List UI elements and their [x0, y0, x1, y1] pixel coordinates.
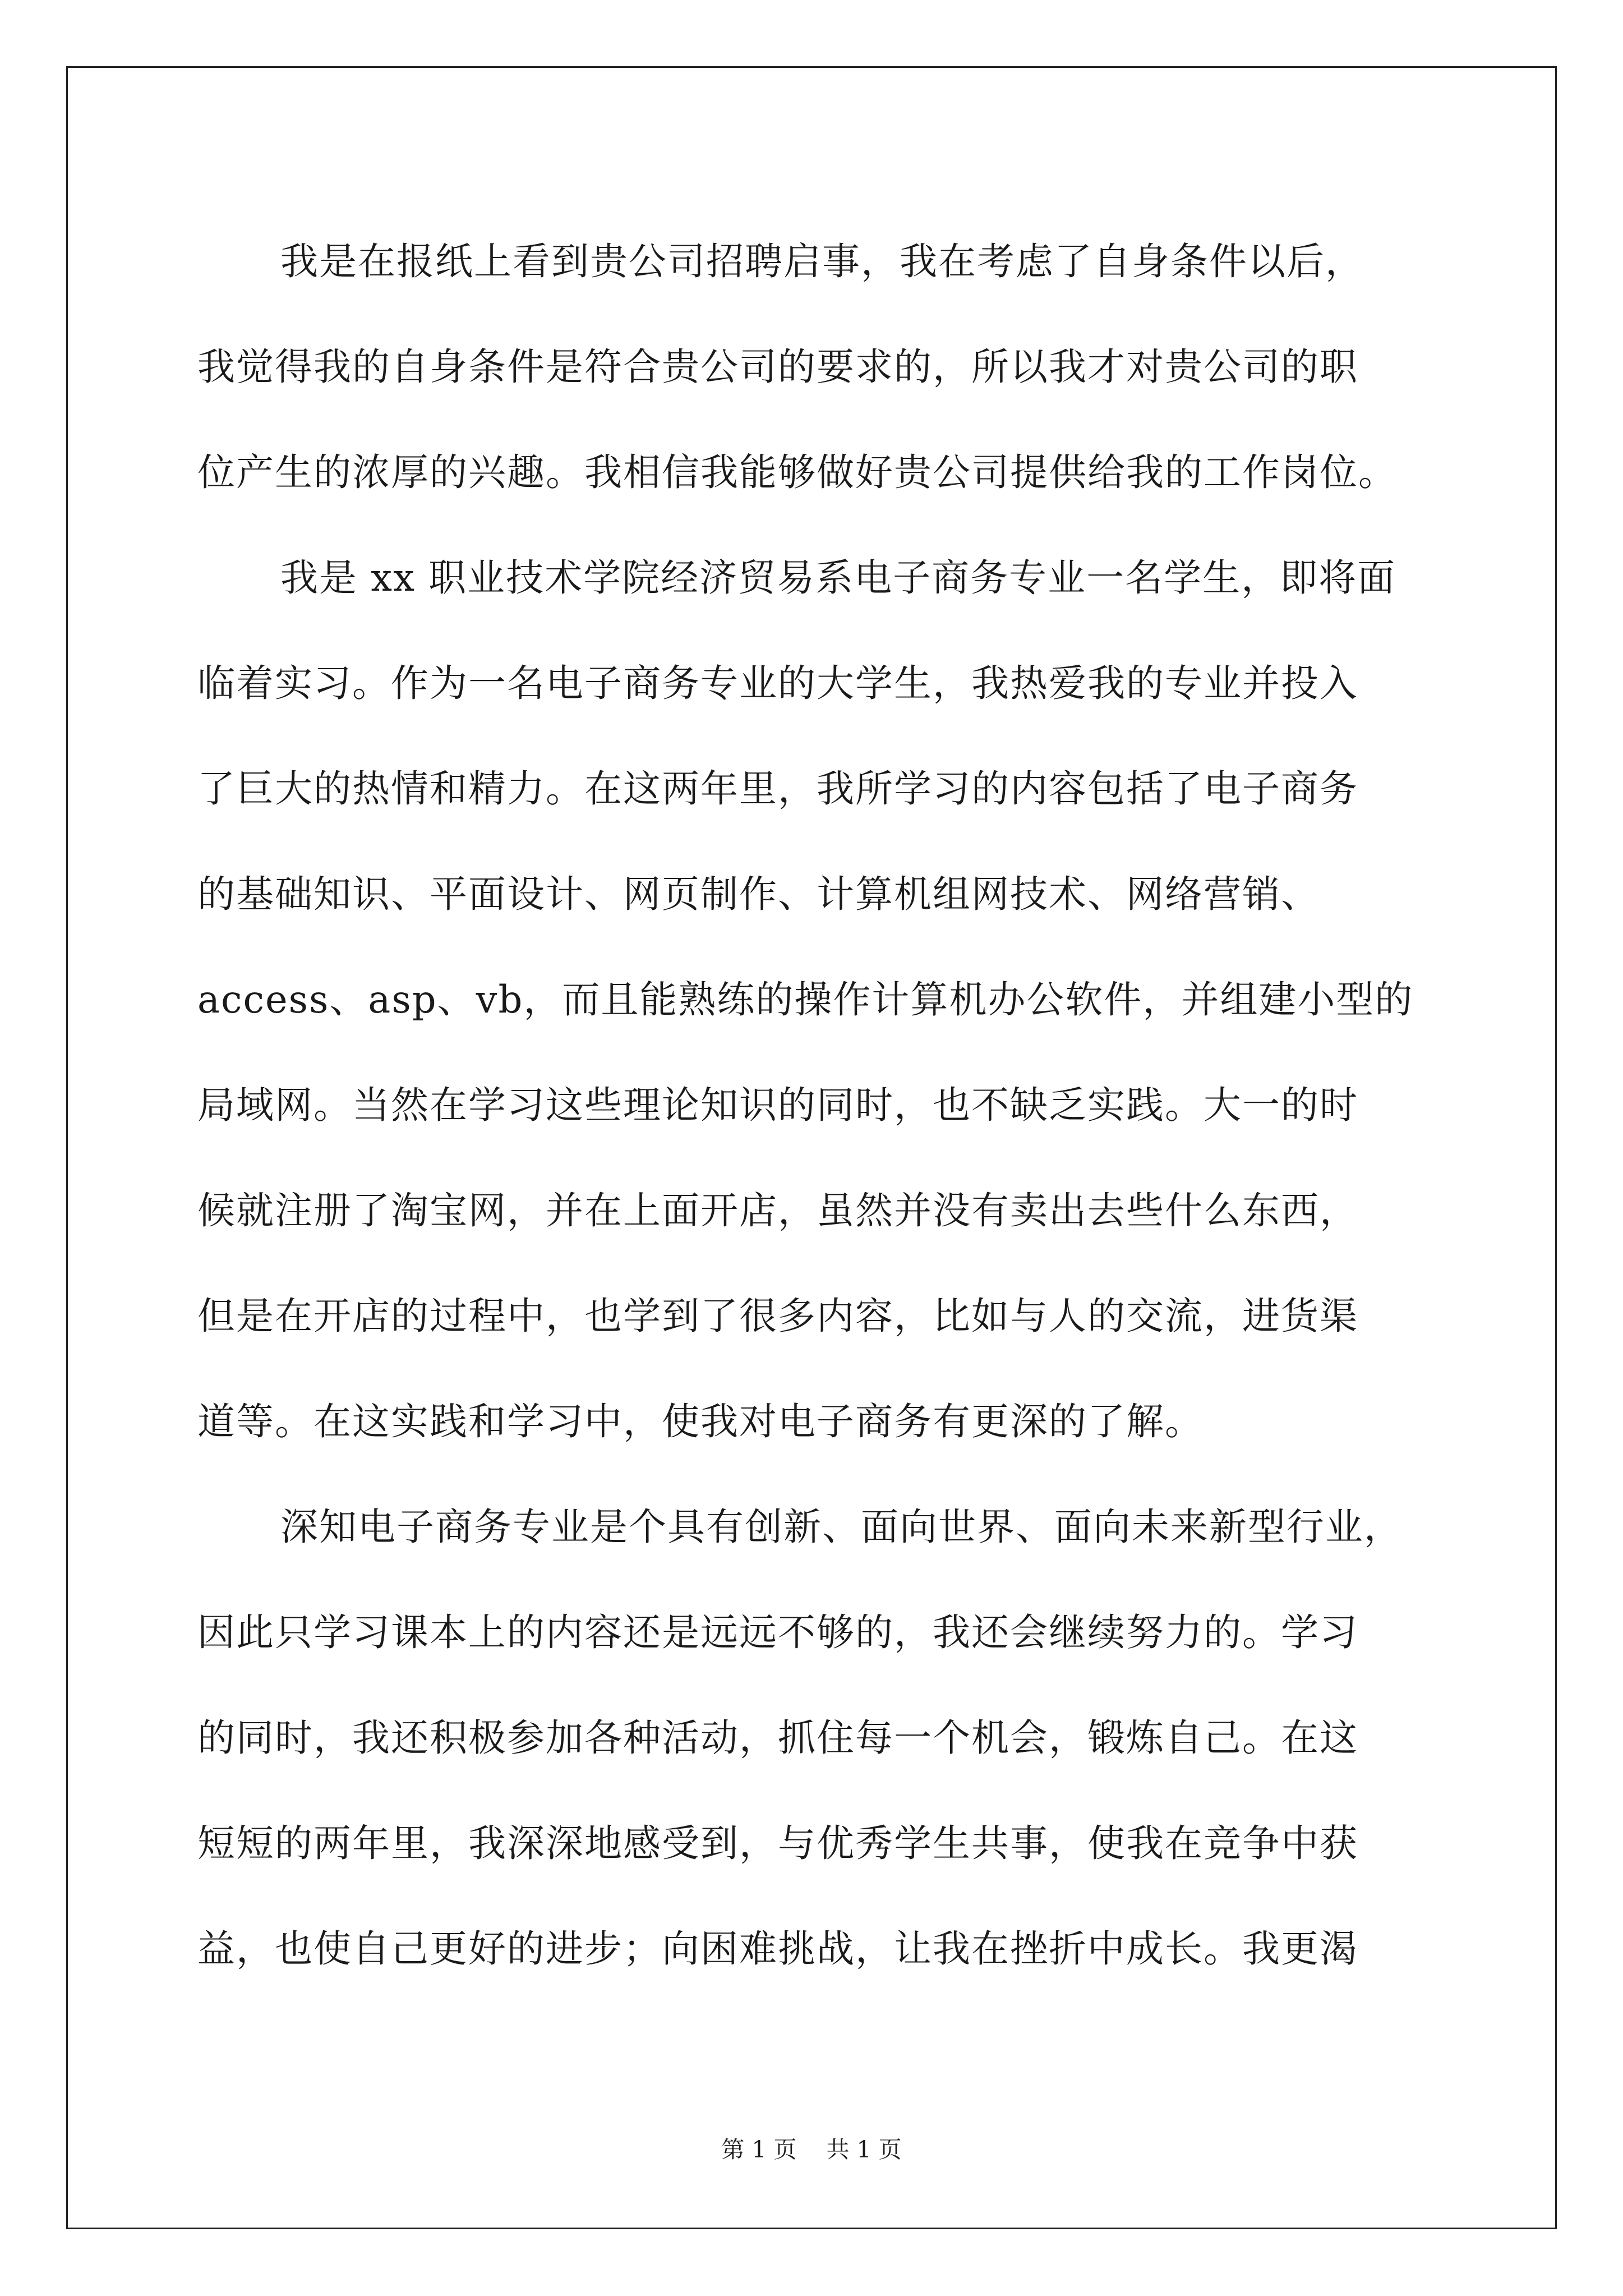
- page-total: 共 1 页: [826, 2136, 902, 2163]
- text-line: 我是 xx 职业技术学院经济贸易系电子商务专业一名学生，即将面: [280, 556, 1396, 600]
- text-line: 但是在开店的过程中，也学到了很多内容，比如与人的交流，进货渠: [197, 1294, 1358, 1338]
- text-line: 临着实习。作为一名电子商务专业的大学生，我热爱我的专业并投入: [197, 661, 1358, 705]
- text-line: 了巨大的热情和精力。在这两年里，我所学习的内容包括了电子商务: [197, 767, 1358, 811]
- text-line: 位产生的浓厚的兴趣。我相信我能够做好贵公司提供给我的工作岗位。: [197, 450, 1397, 494]
- page-number: 第 1 页: [721, 2136, 797, 2163]
- text-line: 我是在报纸上看到贵公司招聘启事，我在考虑了自身条件以后，: [280, 240, 1364, 283]
- text-line: access、asp、vb，而且能熟练的操作计算机办公软件，并组建小型的: [197, 978, 1414, 1022]
- text-line: 的基础知识、平面设计、网页制作、计算机组网技术、网络营销、: [197, 872, 1320, 916]
- text-line: 因此只学习课本上的内容还是远远不够的，我还会继续努力的。学习: [197, 1611, 1358, 1654]
- document-body: [197, 209, 1426, 2001]
- text-line: 深知电子商务专业是个具有创新、面向世界、面向未来新型行业，: [280, 1505, 1403, 1549]
- page-footer: [0, 2133, 1623, 2166]
- text-line: 候就注册了淘宝网，并在上面开店，虽然并没有卖出去些什么东西，: [197, 1189, 1358, 1232]
- text-line: 短短的两年里，我深深地感受到，与优秀学生共事，使我在竞争中获: [197, 1821, 1358, 1865]
- text-line: 益，也使自己更好的进步；向困难挑战，让我在挫折中成长。我更渴: [197, 1927, 1358, 1971]
- text-line: 我觉得我的自身条件是符合贵公司的要求的，所以我才对贵公司的职: [197, 345, 1358, 389]
- text-line: 局域网。当然在学习这些理论知识的同时，也不缺乏实践。大一的时: [197, 1083, 1358, 1127]
- text-line: 的同时，我还积极参加各种活动，抓住每一个机会，锻炼自己。在这: [197, 1716, 1358, 1760]
- text-line: 道等。在这实践和学习中，使我对电子商务有更深的了解。: [197, 1400, 1204, 1443]
